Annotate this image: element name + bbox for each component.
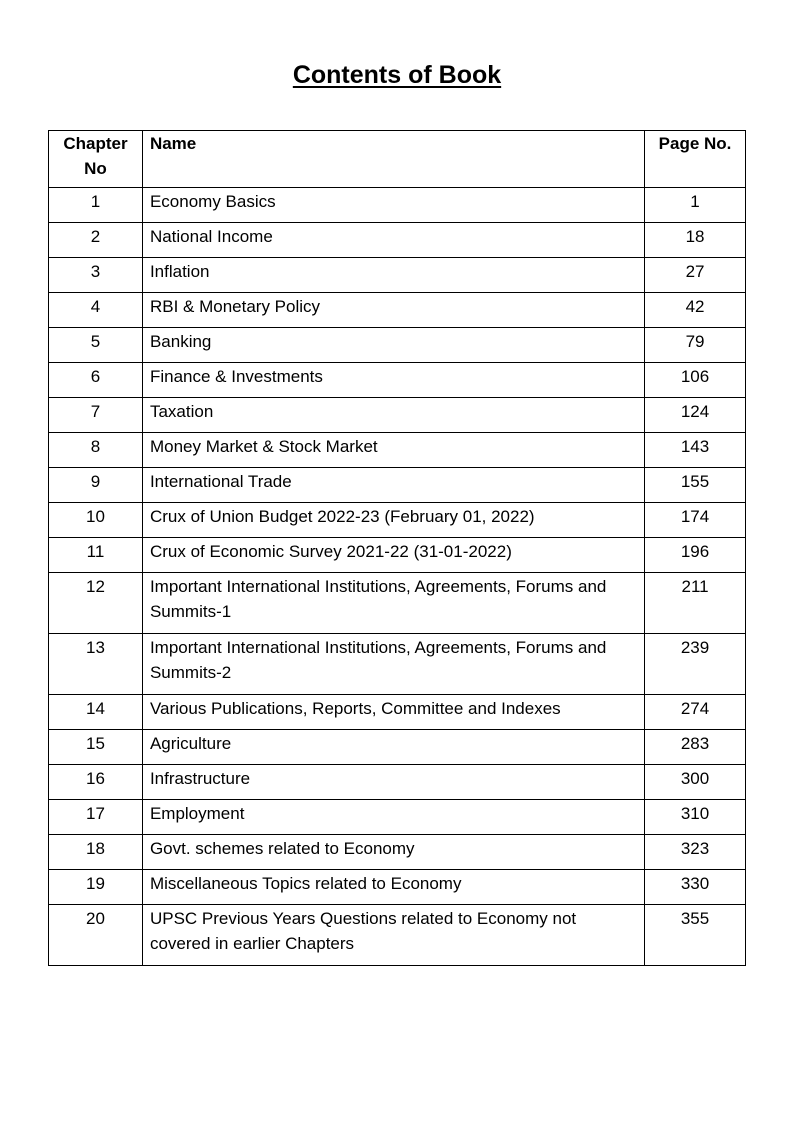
chapter-number: 13	[49, 634, 143, 695]
page-number: 42	[645, 293, 746, 328]
page-number: 274	[645, 695, 746, 730]
page-number: 124	[645, 398, 746, 433]
chapter-name: Various Publications, Reports, Committee and Indexes	[142, 695, 644, 730]
page-number: 196	[645, 538, 746, 573]
table-row	[49, 634, 746, 695]
table-row	[49, 800, 746, 835]
chapter-name: Important International Institutions, Agreements, Forums and Summits-2	[142, 634, 644, 695]
page-number: 79	[645, 328, 746, 363]
table-row	[49, 258, 746, 293]
table-row	[49, 363, 746, 398]
table-row	[49, 905, 746, 966]
page-number: 300	[645, 765, 746, 800]
chapter-name: Economy Basics	[142, 188, 644, 223]
page-number: 323	[645, 835, 746, 870]
chapter-number: 7	[49, 398, 143, 433]
chapter-number: 2	[49, 223, 143, 258]
page-number: 174	[645, 503, 746, 538]
chapter-number: 8	[49, 433, 143, 468]
chapter-number: 17	[49, 800, 143, 835]
chapter-number: 5	[49, 328, 143, 363]
chapter-number: 16	[49, 765, 143, 800]
header-name: Name	[142, 131, 644, 188]
chapter-name: Important International Institutions, Agreements, Forums and Summits-1	[142, 573, 644, 634]
table-row	[49, 433, 746, 468]
contents-table	[48, 130, 746, 966]
table-row	[49, 328, 746, 363]
chapter-name: Employment	[142, 800, 644, 835]
chapter-number: 20	[49, 905, 143, 966]
chapter-name: National Income	[142, 223, 644, 258]
table-row	[49, 730, 746, 765]
chapter-name: Taxation	[142, 398, 644, 433]
chapter-number: 3	[49, 258, 143, 293]
header-chapter-no: Chapter No	[49, 131, 143, 188]
page-number: 239	[645, 634, 746, 695]
page-title: Contents of Book	[292, 61, 502, 89]
table-row	[49, 765, 746, 800]
table-row	[49, 398, 746, 433]
header-page-no: Page No.	[645, 131, 746, 188]
chapter-number: 4	[49, 293, 143, 328]
chapter-number: 12	[49, 573, 143, 634]
table-row	[49, 503, 746, 538]
chapter-name: Inflation	[142, 258, 644, 293]
page-number: 310	[645, 800, 746, 835]
chapter-name: Miscellaneous Topics related to Economy	[142, 870, 644, 905]
chapter-name: Finance & Investments	[142, 363, 644, 398]
table-row	[49, 573, 746, 634]
chapter-number: 14	[49, 695, 143, 730]
chapter-name: Infrastructure	[142, 765, 644, 800]
table-row	[49, 293, 746, 328]
table-row	[49, 223, 746, 258]
chapter-name: UPSC Previous Years Questions related to Economy not covered in earlier Chapters	[142, 905, 644, 966]
table-row	[49, 695, 746, 730]
table-row	[49, 468, 746, 503]
chapter-number: 11	[49, 538, 143, 573]
chapter-name: Agriculture	[142, 730, 644, 765]
chapter-number: 1	[49, 188, 143, 223]
page-number: 1	[645, 188, 746, 223]
chapter-name: Crux of Economic Survey 2021-22 (31-01-2022)	[142, 538, 644, 573]
table-row	[49, 870, 746, 905]
chapter-number: 10	[49, 503, 143, 538]
page-number: 143	[645, 433, 746, 468]
chapter-number: 15	[49, 730, 143, 765]
page-number: 106	[645, 363, 746, 398]
chapter-number: 9	[49, 468, 143, 503]
chapter-name: International Trade	[142, 468, 644, 503]
chapter-name: Money Market & Stock Market	[142, 433, 644, 468]
table-row	[49, 188, 746, 223]
page-number: 155	[645, 468, 746, 503]
page-number: 211	[645, 573, 746, 634]
table-header-row	[49, 131, 746, 188]
page-number: 283	[645, 730, 746, 765]
page-number: 355	[645, 905, 746, 966]
table-row	[49, 835, 746, 870]
page-number: 330	[645, 870, 746, 905]
chapter-name: RBI & Monetary Policy	[142, 293, 644, 328]
table-row	[49, 538, 746, 573]
chapter-name: Govt. schemes related to Economy	[142, 835, 644, 870]
chapter-name: Crux of Union Budget 2022-23 (February 01, 2022)	[142, 503, 644, 538]
page-number: 18	[645, 223, 746, 258]
chapter-number: 19	[49, 870, 143, 905]
chapter-number: 18	[49, 835, 143, 870]
chapter-number: 6	[49, 363, 143, 398]
chapter-name: Banking	[142, 328, 644, 363]
page-number: 27	[645, 258, 746, 293]
